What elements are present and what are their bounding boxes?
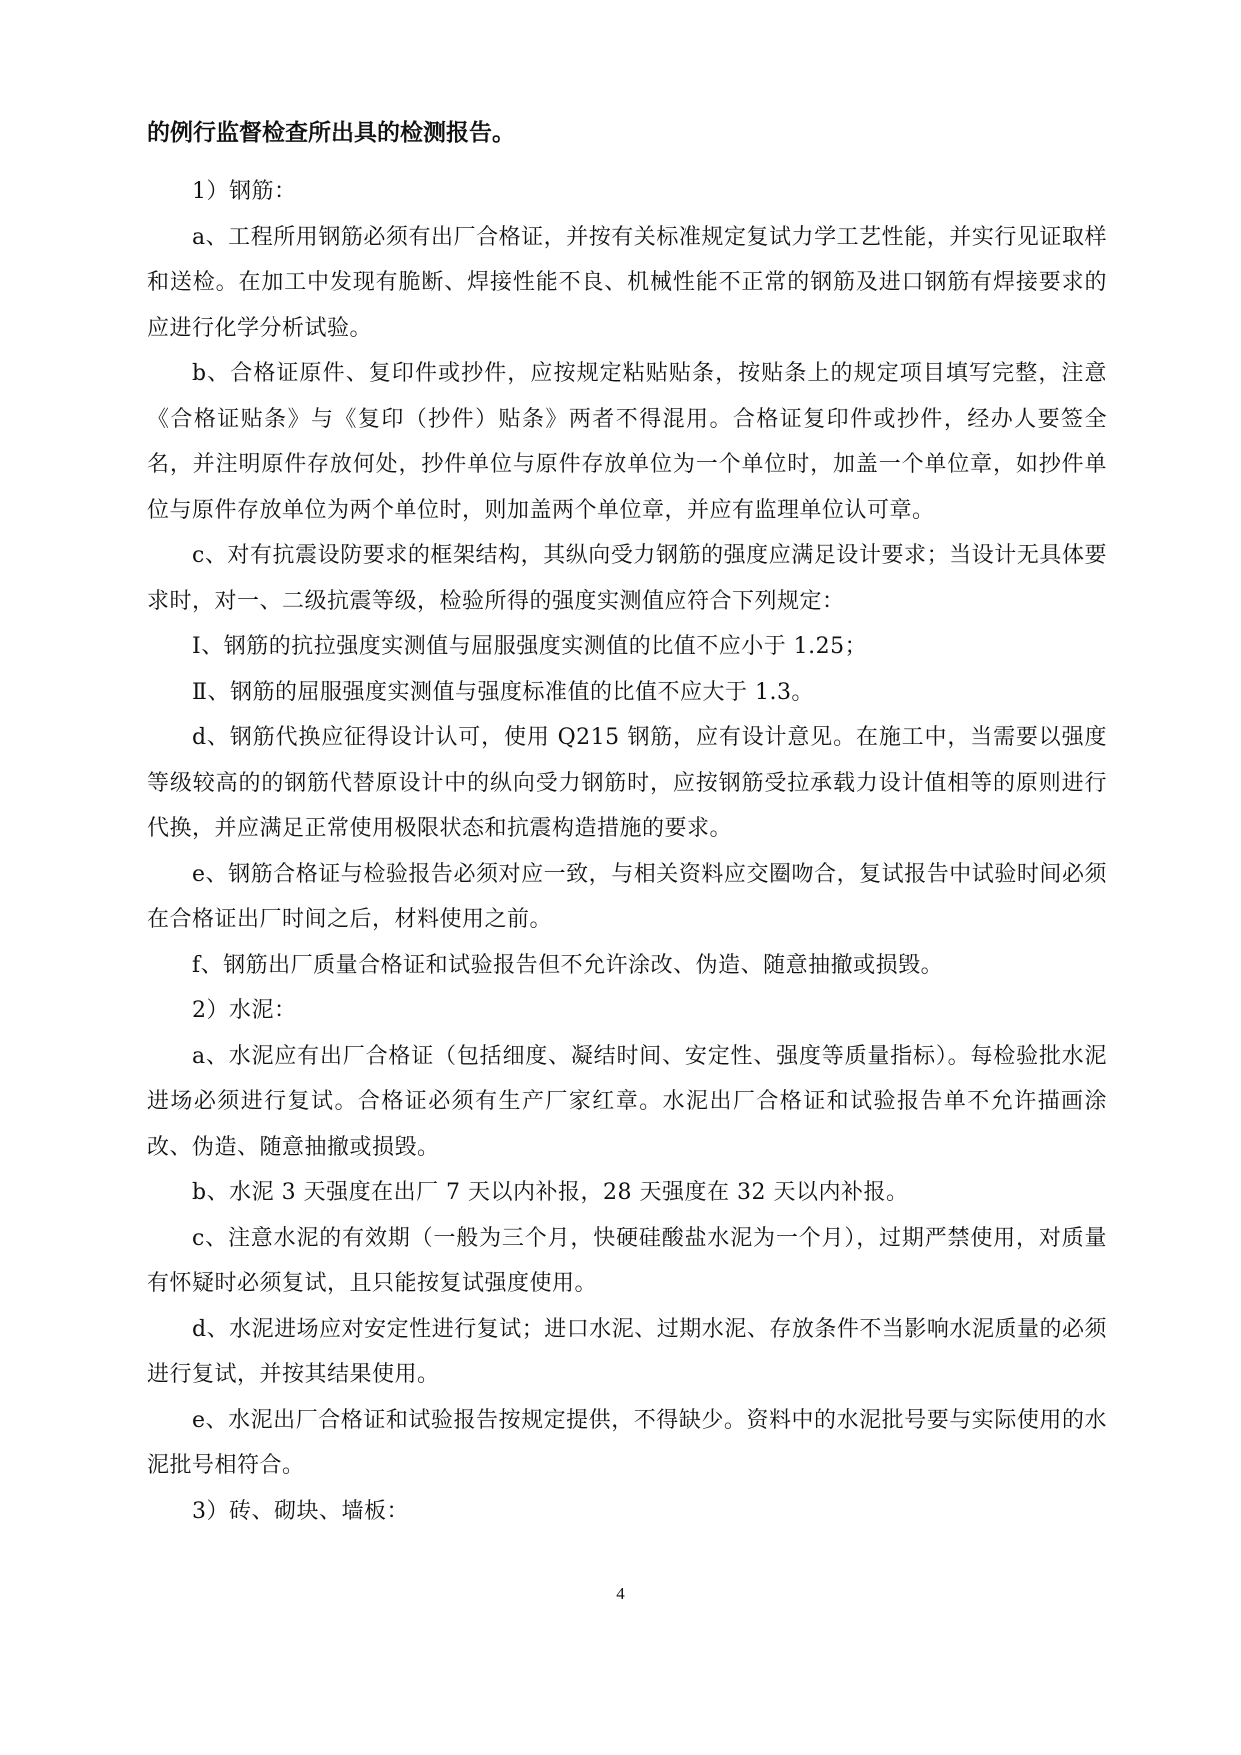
lead-line: 的例行监督检查所出具的检测报告。	[147, 120, 515, 146]
section-heading-rebar: 1）钢筋：	[192, 179, 297, 204]
paragraph-cement-c: c、注意水泥的有效期（一般为三个月，快硬硅酸盐水泥为一个月），过期严禁使用，对质量有怀疑时必须复试，且只能按复试强度使用。	[147, 1225, 1107, 1296]
paragraph-rebar-e: e、钢筋合格证与检验报告必须对应一致，与相关资料应交圈吻合，复试报告中试验时间必须在合格证出厂时间之后，材料使用之前。	[147, 861, 1107, 932]
section-heading-cement: 2）水泥：	[192, 998, 297, 1023]
paragraph-cement-b: b、水泥 3 天强度在出厂 7 天以内补报，28 天强度在 32 天以内补报。	[192, 1180, 909, 1205]
page-number: 4	[616, 1584, 625, 1603]
paragraph-rebar-c-rule-1: Ⅰ、钢筋的抗拉强度实测值与屈服强度实测值的比值不应小于 1.25；	[192, 634, 868, 659]
paragraph-rebar-c-rule-2: Ⅱ、钢筋的屈服强度实测值与强度标准值的比值不应大于 1.3。	[192, 679, 814, 705]
paragraph-rebar-c: c、对有抗震设防要求的框架结构，其纵向受力钢筋的强度应满足设计要求；当设计无具体要求时，对一、二级抗震等级，检验所得的强度实测值应符合下列规定：	[147, 543, 1107, 614]
paragraph-rebar-a: a、工程所用钢筋必须有出厂合格证，并按有关标准规定复试力学工艺性能，并实行见证取样和送检。在加工中发现有脆断、焊接性能不良、机械性能不正常的钢筋及进口钢筋有焊接要求的应进行化学分析试验。	[147, 224, 1107, 341]
paragraph-cement-e: e、水泥出厂合格证和试验报告按规定提供，不得缺少。资料中的水泥批号要与实际使用的水泥批号相符合。	[147, 1407, 1107, 1478]
paragraph-rebar-f: f、钢筋出厂质量合格证和试验报告但不允许涂改、伪造、随意抽撤或损毁。	[192, 952, 944, 978]
page-content	[147, 118, 1107, 1534]
section-heading-bricks: 3）砖、砌块、墙板：	[192, 1498, 409, 1524]
paragraph-rebar-d: d、钢筋代换应征得设计认可，使用 Q215 钢筋，应有设计意见。在施工中，当需要以强度等级较高的的钢筋代替原设计中的纵向受力钢筋时，应按钢筋受拉承载力设计值相等的原则进行代换，并应满足正常使用极限状态和抗震构造措施的要求。	[147, 725, 1107, 841]
paragraph-cement-d: d、水泥进场应对安定性进行复试；进口水泥、过期水泥、存放条件不当影响水泥质量的必须进行复试，并按其结果使用。	[147, 1316, 1107, 1387]
paragraph-cement-a: a、水泥应有出厂合格证（包括细度、凝结时间、安定性、强度等质量指标）。每检验批水泥进场必须进行复试。合格证必须有生产厂家红章。水泥出厂合格证和试验报告单不允许描画涂改、伪造、随意抽撤或损毁。	[147, 1043, 1107, 1160]
paragraph-rebar-b: b、合格证原件、复印件或抄件，应按规定粘贴贴条，按贴条上的规定项目填写完整，注意《合格证贴条》与《复印（抄件）贴条》两者不得混用。合格证复印件或抄件，经办人要签全名，并注明原件存放何处，抄件单位与原件存放单位为一个单位时，加盖一个单位章，如抄件单位与原件存放单位为两个单位时，则加盖两个单位章，并应有监理单位认可章。	[147, 361, 1107, 523]
